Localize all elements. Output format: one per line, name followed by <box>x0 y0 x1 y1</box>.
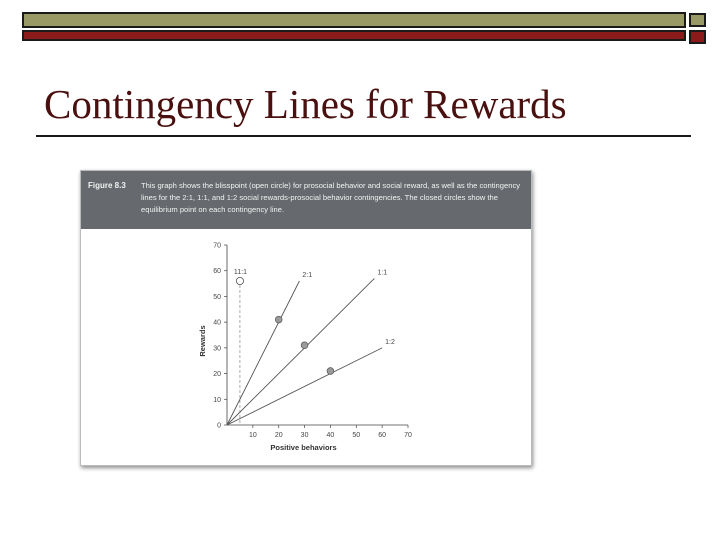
contingency-line-3 <box>227 348 382 425</box>
top-decor-bar-red <box>22 30 686 41</box>
contingency-chart <box>81 229 531 465</box>
figure-caption: This graph shows the blisspoint (open circle) for prosocial behavior and social reward, as well as the contingency lines for the 2:1, 1:1, and 1:2 social rewards-prosocial behavior contingencies. The closed circles show the equilibrium point on each contingency line. <box>141 181 521 214</box>
y-tick-label: 60 <box>213 268 221 276</box>
equilibrium-point <box>275 316 282 323</box>
top-decor-bar-olive <box>22 12 686 28</box>
y-tick-label: 30 <box>213 345 221 353</box>
slide-title: Contingency Lines for Rewards <box>44 81 567 127</box>
y-tick-label: 20 <box>213 371 221 379</box>
y-axis-label: Rewards <box>198 325 207 357</box>
contingency-line-1 <box>227 281 299 425</box>
corner-decor-square-olive <box>689 13 706 27</box>
x-tick-label: 20 <box>274 432 283 439</box>
y-tick-label: 70 <box>213 242 221 250</box>
x-tick-label: 10 <box>248 432 257 439</box>
x-tick-label: 40 <box>326 432 335 439</box>
y-tick-label: 40 <box>213 319 221 327</box>
x-tick-label: 50 <box>352 432 361 439</box>
x-tick-label: 30 <box>300 432 309 439</box>
x-tick-label: 60 <box>378 432 387 439</box>
contingency-line-label: 2:1 <box>302 272 313 279</box>
contingency-line-label: 1:2 <box>385 338 395 346</box>
blisspoint-open-circle <box>236 277 243 284</box>
equilibrium-point <box>327 368 334 375</box>
x-tick-label: 70 <box>404 432 412 439</box>
figure-header <box>81 171 531 229</box>
x-axis-label: Positive behaviors <box>270 443 337 452</box>
blisspoint-label: 11:1 <box>233 269 248 276</box>
y-tick-label: 10 <box>213 396 221 404</box>
y-tick-label: 0 <box>217 422 221 430</box>
title-underline <box>36 135 691 137</box>
corner-decor-square-red <box>689 30 706 44</box>
contingency-line-label: 1:1 <box>377 269 388 277</box>
y-tick-label: 50 <box>213 293 221 301</box>
figure-label: Figure 8.3 <box>88 181 126 190</box>
equilibrium-point <box>301 342 308 349</box>
contingency-line-2 <box>227 278 374 425</box>
figure-panel <box>80 170 532 466</box>
